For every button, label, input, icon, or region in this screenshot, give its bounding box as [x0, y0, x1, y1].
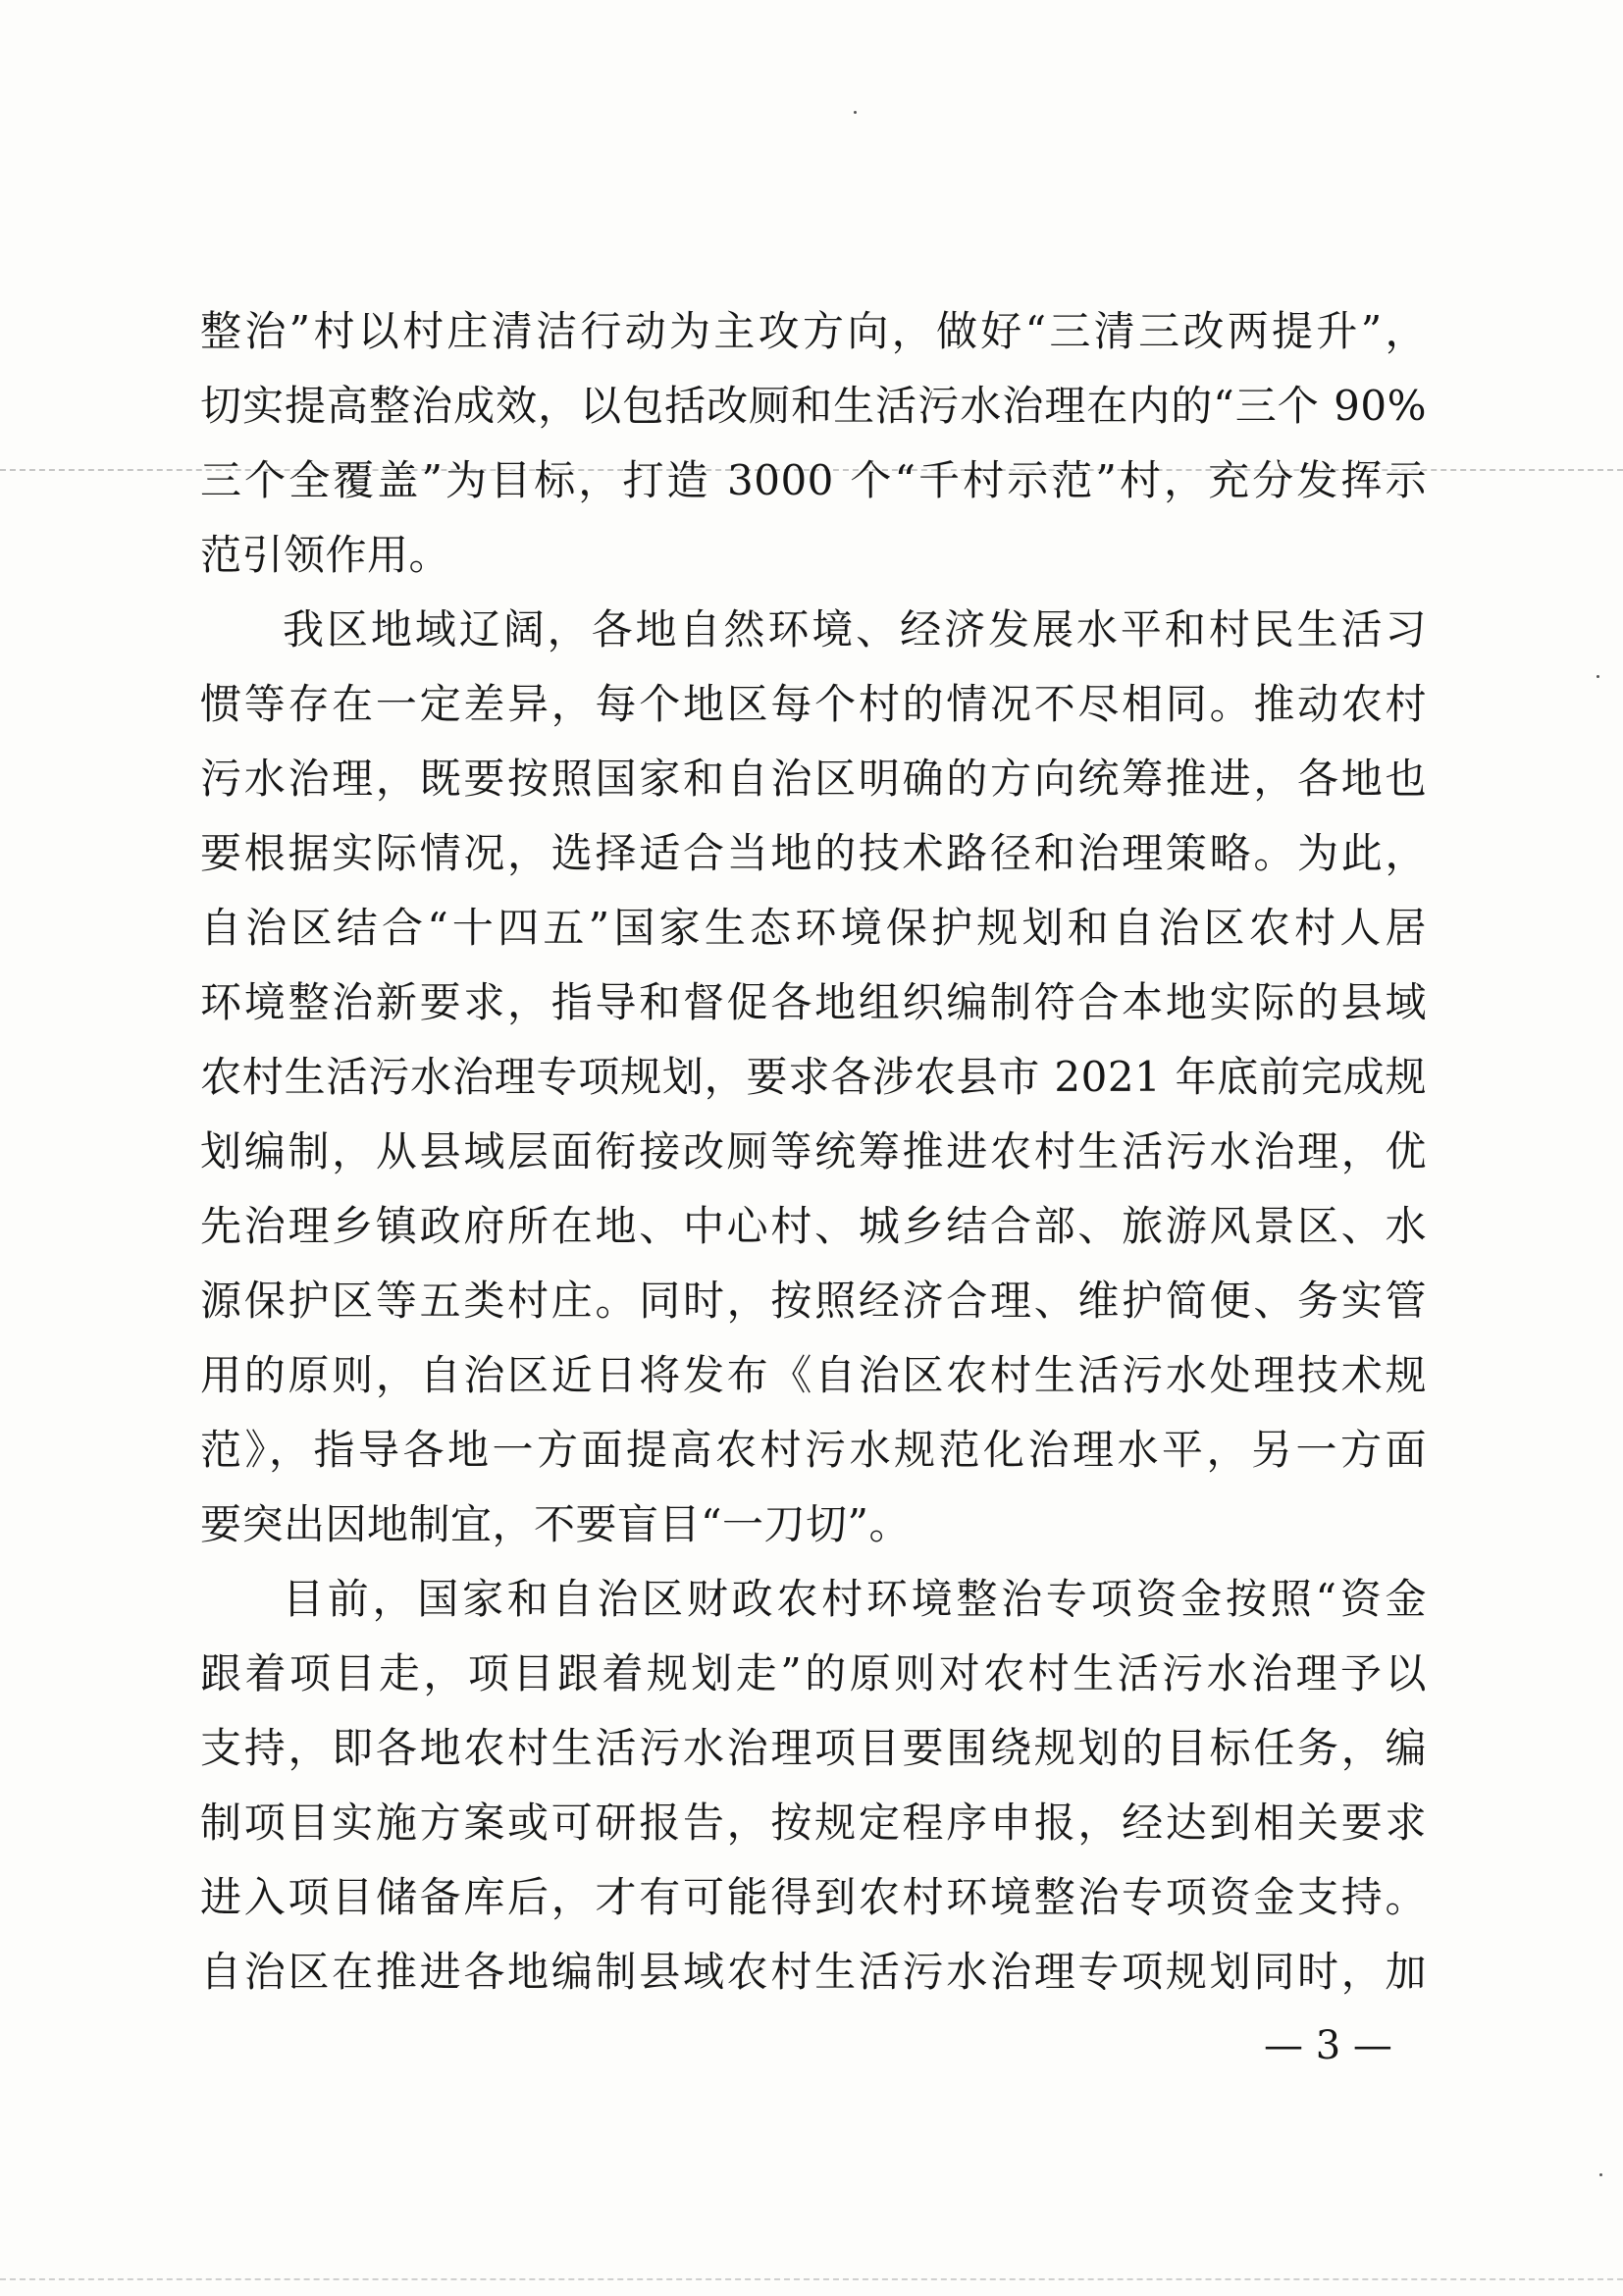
- page-number: — 3 —: [1264, 2023, 1392, 2068]
- text-line: 环境整治新要求，指导和督促各地组织编制符合本地实际的县域: [200, 978, 1427, 1026]
- text-line: 污水治理，既要按照国家和自治区明确的方向统筹推进，各地也: [200, 755, 1427, 803]
- text-line: 切实提高整治成效，以包括改厕和生活污水治理在内的“三个 90%: [200, 382, 1427, 430]
- text-line: 用的原则，自治区近日将发布《自治区农村生活污水处理技术规: [200, 1351, 1427, 1399]
- text-line: 支持，即各地农村生活污水治理项目要围绕规划的目标任务，编: [200, 1724, 1427, 1772]
- text-line: 我区地域辽阔，各地自然环境、经济发展水平和村民生活习: [283, 605, 1427, 653]
- text-line: 制项目实施方案或可研报告，按规定程序申报，经达到相关要求: [200, 1799, 1427, 1847]
- text-line: 自治区在推进各地编制县域农村生活污水治理专项规划同时，加: [200, 1948, 1427, 1996]
- text-line: 要突出因地制宜，不要盲目“一刀切”。: [200, 1500, 911, 1548]
- text-line: 划编制，从县域层面衔接改厕等统筹推进农村生活污水治理，优: [200, 1127, 1427, 1175]
- text-line: 惯等存在一定差异，每个地区每个村的情况不尽相同。推动农村: [200, 680, 1427, 728]
- text-line: 源保护区等五类村庄。同时，按照经济合理、维护简便、务实管: [200, 1277, 1427, 1325]
- text-line: 要根据实际情况，选择适合当地的技术路径和治理策略。为此，: [200, 829, 1427, 877]
- text-line: 整治”村以村庄清洁行动为主攻方向，做好“三清三改两提升”，: [200, 307, 1427, 355]
- scan-speck: [1599, 2173, 1602, 2176]
- text-line: 三个全覆盖”为目标，打造 3000 个“千村示范”村，充分发挥示: [200, 456, 1427, 504]
- text-line: 先治理乡镇政府所在地、中心村、城乡结合部、旅游风景区、水: [200, 1202, 1427, 1250]
- scan-speck: [854, 111, 857, 114]
- text-line: 进入项目储备库后，才有可能得到农村环境整治专项资金支持。: [200, 1873, 1427, 1921]
- text-line: 农村生活污水治理专项规划，要求各涉农县市 2021 年底前完成规: [200, 1053, 1427, 1101]
- text-line: 目前，国家和自治区财政农村环境整治专项资金按照“资金: [283, 1575, 1427, 1623]
- scan-speck: [1597, 675, 1599, 678]
- scan-artifact-line: [0, 2278, 1623, 2280]
- body-text: [200, 294, 1427, 2009]
- text-line: 范》，指导各地一方面提高农村污水规范化治理水平，另一方面: [200, 1426, 1427, 1474]
- text-line: 跟着项目走，项目跟着规划走”的原则对农村生活污水治理予以: [200, 1649, 1427, 1697]
- text-line: 范引领作用。: [200, 531, 451, 579]
- text-line: 自治区结合“十四五”国家生态环境保护规划和自治区农村人居: [200, 904, 1427, 952]
